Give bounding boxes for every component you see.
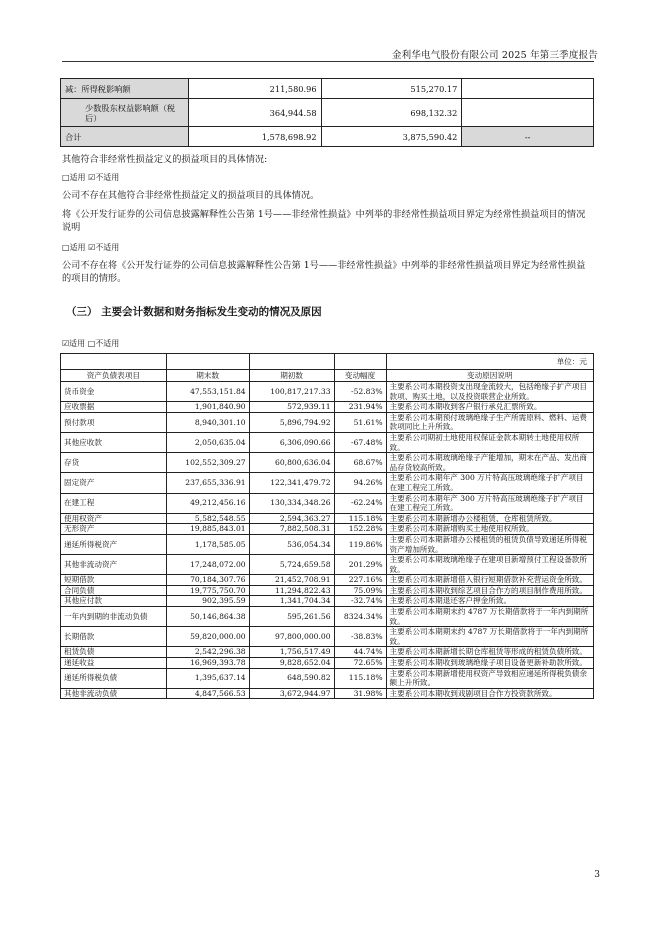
period-start-value: 3,672,944.97 [249, 688, 334, 699]
period-end-value: 1,178,585.05 [166, 534, 249, 554]
period-start-value: 5,896,794.92 [249, 412, 334, 432]
change-reason: 主要系公司本期新增长期仓库租赁等形成的租赁负债所致。 [386, 647, 593, 658]
period-start-value: 21,452,708.91 [249, 575, 334, 586]
change-reason: 主要系公司本期新增购买土地使用权所致。 [386, 524, 593, 535]
change-rate: 227.16% [334, 575, 386, 586]
table-row [61, 513, 594, 524]
table-row [61, 585, 594, 596]
period-end-value: 2,542,296.38 [166, 647, 249, 658]
change-rate: 44.74% [334, 647, 386, 658]
change-rate: -52.83% [334, 382, 386, 402]
change-reason: 主要系公司本期收到客户银行承兑汇票所致。 [386, 402, 593, 413]
applicability-check: ☑适用 □不适用 [62, 339, 120, 348]
table-row [61, 607, 594, 627]
column-header: 期末数 [166, 370, 249, 382]
change-rate: 51.61% [334, 412, 386, 432]
table-row [61, 668, 594, 688]
table-row [61, 382, 594, 402]
item-name: 长期借款 [61, 627, 167, 647]
item-name: 其他应收款 [61, 432, 167, 452]
period-end-value: 2,050,635.04 [166, 432, 249, 452]
item-name: 其他应付款 [61, 596, 167, 607]
item-name: 递延收益 [61, 658, 167, 669]
change-rate: 94.26% [334, 473, 386, 493]
note-cell [462, 99, 594, 127]
item-name: 存货 [61, 453, 167, 473]
period-start-value: 595,261.56 [249, 607, 334, 627]
item-name: 合同负债 [61, 585, 167, 596]
change-rate: 115.18% [334, 668, 386, 688]
item-name: 在建工程 [61, 493, 167, 513]
change-reason: 主要系公司本期新增使用权资产导致相应递延所得税负债余额上升所致。 [386, 668, 593, 688]
period-end-value: 17,248,072.00 [166, 555, 249, 575]
table-row [61, 688, 594, 699]
unit-label: 单位：元 [386, 354, 593, 370]
paragraph: 将《公开发行证券的公司信息披露解释性公告第 1号——非经常性损益》中列举的非经常性损益项目界定为经常性损益项目的情况说明 [62, 209, 586, 233]
item-name: 租赁负债 [61, 647, 167, 658]
period-end-value: 1,395,637.14 [166, 668, 249, 688]
current-value: 211,580.96 [188, 79, 321, 99]
change-reason: 主要系公司本期玻璃绝缘子在建项目新增预付工程设备款所致。 [386, 555, 593, 575]
header-rule [62, 61, 594, 62]
applicability-check: □适用 ☑不适用 [62, 243, 120, 252]
change-rate: 115.18% [334, 513, 386, 524]
period-end-value: 47,553,151.84 [166, 382, 249, 402]
period-start-value: 536,054.34 [249, 534, 334, 554]
period-end-value: 70,184,307.76 [166, 575, 249, 586]
change-reason: 主要系公司本期期末约 4787 万长期借款将于一年内到期所致。 [386, 627, 593, 647]
period-start-value: 130,334,348.26 [249, 493, 334, 513]
balance-sheet-changes-table [60, 353, 594, 699]
period-start-value: 9,828,652.04 [249, 658, 334, 669]
item-name: 货币资金 [61, 382, 167, 402]
change-rate: -62.24% [334, 493, 386, 513]
change-reason: 主要系公司本期新增办公楼租赁、仓库租赁所致。 [386, 513, 593, 524]
paragraph: 公司不存在将《公开发行证券的公司信息披露解释性公告第 1号——非经常性损益》中列举的非经常性损益项目界定为经常性损益的项目的情形。 [62, 260, 586, 284]
period-end-value: 8,940,301.10 [166, 412, 249, 432]
period-start-value: 7,882,508.31 [249, 524, 334, 535]
item-name: 递延所得税资产 [61, 534, 167, 554]
table-row [61, 473, 594, 493]
period-start-value: 1,756,517.49 [249, 647, 334, 658]
period-start-value: 5,724,659.58 [249, 555, 334, 575]
item-name: 其他非流动负债 [61, 688, 167, 699]
change-reason: 主要系公司本期新增借入银行短期借款补充营运资金所致。 [386, 575, 593, 586]
change-rate: 8324.34% [334, 607, 386, 627]
period-end-value: 902,395.59 [166, 596, 249, 607]
item-name: 使用权资产 [61, 513, 167, 524]
period-end-value: 4,847,566.53 [166, 688, 249, 699]
period-start-value: 1,341,704.34 [249, 596, 334, 607]
change-reason: 主要系公司本期期末约 4787 万长期借款将于一年内到期所致。 [386, 607, 593, 627]
note-cell [462, 79, 594, 99]
item-name: 固定资产 [61, 473, 167, 493]
change-reason: 主要系公司本期收到玻璃绝缘子项目设备更新补助款所致。 [386, 658, 593, 669]
table-row [61, 99, 594, 127]
change-rate: -32.74% [334, 596, 386, 607]
table-row [61, 596, 594, 607]
column-header: 期初数 [249, 370, 334, 382]
table-row [61, 432, 594, 452]
item-name: 其他非流动资产 [61, 555, 167, 575]
applicability-check: □适用 ☑不适用 [62, 173, 120, 182]
change-rate: 72.65% [334, 658, 386, 669]
unit-row [61, 354, 594, 370]
period-end-value: 49,212,456.16 [166, 493, 249, 513]
row-label: 合计 [61, 127, 189, 147]
period-end-value: 50,146,864.38 [166, 607, 249, 627]
table-row [61, 647, 594, 658]
change-reason: 主要系公司本期投资支出现金流较大，包括绝缘子扩产项目款项、购买土地，以及投资联营企业所致。 [386, 382, 593, 402]
change-rate: 68.67% [334, 453, 386, 473]
period-start-value: 11,294,822.43 [249, 585, 334, 596]
table-row [61, 453, 594, 473]
change-reason: 主要系公司本期退还客户押金所致。 [386, 596, 593, 607]
row-label: 少数股东权益影响额（税后） [61, 99, 189, 127]
change-reason: 主要系公司期初土地使用权保证金款本期转土地使用权所致。 [386, 432, 593, 452]
table-row [61, 412, 594, 432]
current-value: 1,578,698.92 [188, 127, 321, 147]
change-rate: 31.98% [334, 688, 386, 699]
period-start-value: 60,800,636.04 [249, 453, 334, 473]
note-cell: -- [462, 127, 594, 147]
item-name: 应收票据 [61, 402, 167, 413]
item-name: 短期借款 [61, 575, 167, 586]
change-rate: 152.28% [334, 524, 386, 535]
period-end-value: 237,655,336.91 [166, 473, 249, 493]
period-end-value: 102,552,309.27 [166, 453, 249, 473]
period-start-value: 122,341,479.72 [249, 473, 334, 493]
period-start-value: 97,800,000.00 [249, 627, 334, 647]
table-row [61, 627, 594, 647]
table-row [61, 402, 594, 413]
table-row [61, 534, 594, 554]
change-reason: 主要系公司本期年产 300 万片特高压玻璃绝缘子扩产项目在建工程完工所致。 [386, 493, 593, 513]
period-start-value: 6,306,090.66 [249, 432, 334, 452]
column-header: 资产负债表项目 [61, 370, 167, 382]
page-number: 3 [594, 870, 600, 880]
column-header: 变动原因说明 [386, 370, 593, 382]
table-row [61, 555, 594, 575]
item-name: 无形资产 [61, 524, 167, 535]
row-label: 减：所得税影响额 [61, 79, 189, 99]
change-rate: 201.29% [334, 555, 386, 575]
change-reason: 主要系公司本期预付玻璃绝缘子生产所需原料、燃料、运费款项同比上升所致。 [386, 412, 593, 432]
period-end-value: 59,820,000.00 [166, 627, 249, 647]
period-start-value: 100,817,217.33 [249, 382, 334, 402]
period-end-value: 19,885,843.01 [166, 524, 249, 535]
table-row [61, 658, 594, 669]
change-rate: -38.83% [334, 627, 386, 647]
period-start-value: 648,590.82 [249, 668, 334, 688]
period-end-value: 5,582,548.55 [166, 513, 249, 524]
change-reason: 主要系公司本期收到综艺项目合作方的项目制作费用所致。 [386, 585, 593, 596]
period-start-value: 2,594,363.27 [249, 513, 334, 524]
change-rate: 119.86% [334, 534, 386, 554]
table-row [61, 524, 594, 535]
change-rate: 231.94% [334, 402, 386, 413]
change-rate: 75.09% [334, 585, 386, 596]
period-end-value: 16,969,393.78 [166, 658, 249, 669]
ytd-value: 515,270.17 [321, 79, 462, 99]
item-name: 预付款项 [61, 412, 167, 432]
item-name: 递延所得税负债 [61, 668, 167, 688]
section-title: （三） 主要会计数据和财务指标发生变动的情况及原因 [66, 306, 322, 318]
paragraph: 其他符合非经常性损益定义的损益项目的具体情况: [62, 154, 268, 165]
period-start-value: 572,939.11 [249, 402, 334, 413]
non-recurring-table [60, 78, 594, 147]
ytd-value: 698,132.32 [321, 99, 462, 127]
table-row-total [61, 127, 594, 147]
paragraph: 公司不存在其他符合非经常性损益定义的损益项目的具体情况。 [62, 190, 320, 201]
column-header: 变动幅度 [334, 370, 386, 382]
change-reason: 主要系公司本期玻璃绝缘子产能增加，期末在产品、发出商品存货较高所致。 [386, 453, 593, 473]
ytd-value: 3,875,590.42 [321, 127, 462, 147]
change-rate: -67.48% [334, 432, 386, 452]
table-row [61, 575, 594, 586]
change-reason: 主要系公司本期新增办公楼租赁的租赁负债导致递延所得税资产增加所致。 [386, 534, 593, 554]
table-row [61, 79, 594, 99]
change-reason: 主要系公司本期年产 300 万片特高压玻璃绝缘子扩产项目在建工程完工所致。 [386, 473, 593, 493]
table-header-row [61, 370, 594, 382]
period-end-value: 19,775,750.70 [166, 585, 249, 596]
current-value: 364,944.58 [188, 99, 321, 127]
table-row [61, 493, 594, 513]
period-end-value: 1,901,840.90 [166, 402, 249, 413]
change-reason: 主要系公司本期收到戏剧项目合作方投资款所致。 [386, 688, 593, 699]
page-header: 金利华电气股份有限公司 2025 年第三季度报告 [391, 50, 598, 61]
item-name: 一年内到期的非流动负债 [61, 607, 167, 627]
